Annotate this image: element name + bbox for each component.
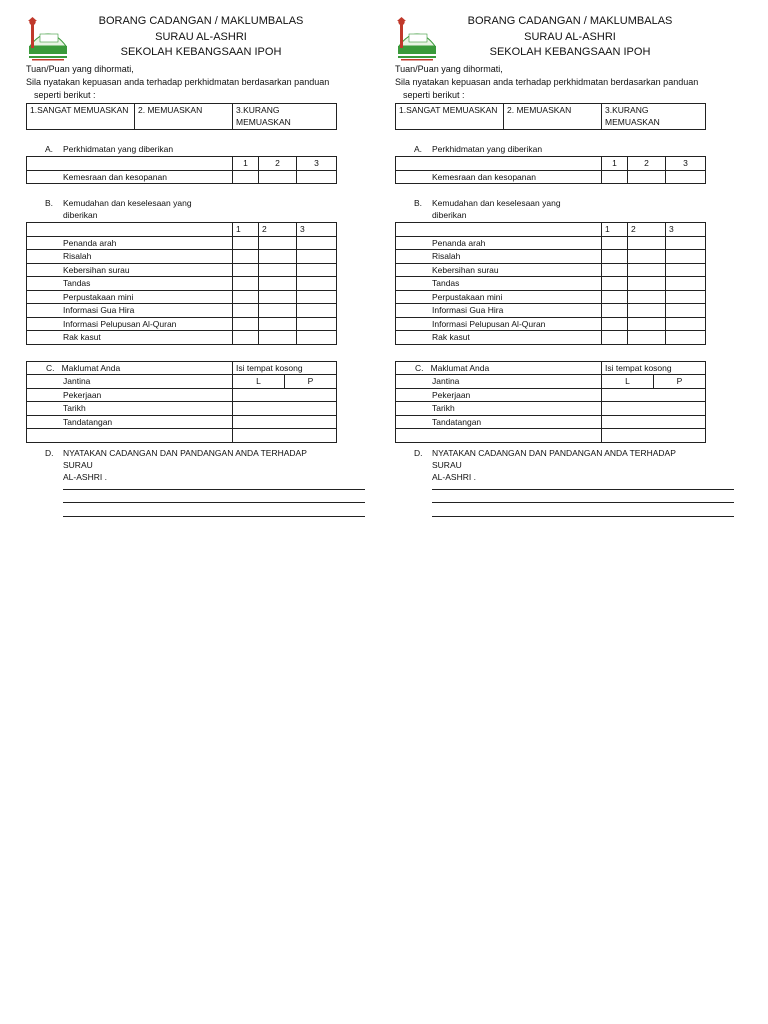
rating-cell[interactable]: [602, 236, 628, 250]
row-label: Penanda arah: [27, 236, 233, 250]
row-label: Informasi Gua Hira: [27, 304, 233, 318]
greeting: Tuan/Puan yang dihormati,: [395, 64, 503, 74]
table-row: [396, 429, 706, 443]
rating-cell[interactable]: [259, 290, 297, 304]
section-a-heading: A. Perkhidmatan yang diberikan: [45, 144, 174, 154]
rating-cell[interactable]: [297, 277, 337, 291]
table-row: [396, 317, 706, 331]
instruction: Sila nyatakan kepuasan anda terhadap perkhidmatan berdasarkan panduan: [395, 77, 699, 87]
section-d-heading: D. NYATAKAN CADANGAN DAN PANDANGAN ANDA TERHADAP SURAU AL-ASHRI .: [414, 447, 676, 482]
section-c-table: [395, 361, 706, 443]
rating-cell[interactable]: [233, 317, 259, 331]
input-cell[interactable]: [602, 402, 706, 416]
gender-female-cell[interactable]: P: [654, 375, 706, 389]
row-label: Kemesraan dan kesopanan: [396, 170, 602, 184]
table-row: [396, 236, 706, 250]
table-row: [396, 263, 706, 277]
table-row: [27, 415, 337, 429]
suggestion-lines[interactable]: [432, 483, 734, 517]
row-label: Tandas: [27, 277, 233, 291]
section-c-heading: C. Maklumat Anda: [27, 361, 233, 375]
rating-cell[interactable]: [666, 170, 706, 184]
rating-cell[interactable]: [259, 331, 297, 345]
scale-1: 1.SANGAT MEMUASKAN: [27, 104, 135, 130]
rating-cell[interactable]: [602, 277, 628, 291]
rating-cell[interactable]: [666, 277, 706, 291]
row-label: Risalah: [396, 250, 602, 264]
scale-2: 2. MEMUASKAN: [504, 104, 602, 130]
row-label: Kebersihan surau: [27, 263, 233, 277]
input-cell[interactable]: [602, 388, 706, 402]
rating-cell[interactable]: [297, 263, 337, 277]
table-row: [396, 250, 706, 264]
rating-cell[interactable]: [297, 290, 337, 304]
table-row: [396, 290, 706, 304]
rating-cell[interactable]: [233, 263, 259, 277]
row-label: Tarikh: [27, 402, 233, 416]
rating-cell[interactable]: [233, 331, 259, 345]
col-header: 3: [297, 223, 337, 237]
col-header: 1: [602, 223, 628, 237]
row-label: Jantina: [396, 375, 602, 389]
section-d-heading: D. NYATAKAN CADANGAN DAN PANDANGAN ANDA TERHADAP SURAU AL-ASHRI .: [45, 447, 307, 482]
table-row: [396, 277, 706, 291]
rating-cell[interactable]: [297, 331, 337, 345]
rating-cell[interactable]: [602, 263, 628, 277]
rating-cell[interactable]: [233, 290, 259, 304]
table-row: [27, 277, 337, 291]
section-c-table: [26, 361, 337, 443]
input-cell[interactable]: [233, 415, 337, 429]
table-row: [27, 263, 337, 277]
table-row: [396, 415, 706, 429]
col-header: 2: [259, 157, 297, 171]
table-row: [396, 388, 706, 402]
col-header: 2: [259, 223, 297, 237]
rating-cell[interactable]: [628, 236, 666, 250]
rating-cell[interactable]: [297, 250, 337, 264]
row-label: Pekerjaan: [396, 388, 602, 402]
row-label: Rak kasut: [27, 331, 233, 345]
col-header: 3: [297, 157, 337, 171]
row-label: Risalah: [27, 250, 233, 264]
table-row: [27, 250, 337, 264]
col-header: 1: [233, 157, 259, 171]
write-line[interactable]: [432, 490, 734, 504]
rating-scale-table: [395, 103, 706, 130]
table-row: [27, 317, 337, 331]
rating-cell[interactable]: [628, 250, 666, 264]
rating-cell[interactable]: [628, 331, 666, 345]
table-row: [27, 388, 337, 402]
table-row: [396, 170, 706, 184]
rating-cell[interactable]: [602, 331, 628, 345]
rating-cell[interactable]: [259, 277, 297, 291]
form-title: BORANG CADANGAN / MAKLUMBALAS: [98, 15, 304, 27]
rating-cell[interactable]: [628, 317, 666, 331]
table-row: [27, 304, 337, 318]
gender-male-cell[interactable]: L: [233, 375, 285, 389]
input-cell[interactable]: [602, 415, 706, 429]
row-label: Informasi Pelupusan Al-Quran: [396, 317, 602, 331]
rating-cell[interactable]: [666, 236, 706, 250]
col-header: 3: [666, 157, 706, 171]
instruction: Sila nyatakan kepuasan anda terhadap perkhidmatan berdasarkan panduan: [26, 77, 330, 87]
col-header: 1: [233, 223, 259, 237]
row-label: Perpustakaan mini: [27, 290, 233, 304]
rating-cell[interactable]: [233, 250, 259, 264]
row-label: Informasi Pelupusan Al-Quran: [27, 317, 233, 331]
instruction-cont: seperti berikut :: [403, 90, 465, 100]
section-b-heading: B. Kemudahan dan keselesaan yang diberikan: [414, 198, 561, 220]
row-label: Tandatangan: [396, 415, 602, 429]
col-header: 3: [666, 223, 706, 237]
rating-cell[interactable]: [602, 250, 628, 264]
table-row: [396, 402, 706, 416]
table-row: [27, 375, 337, 389]
school-name: SEKOLAH KEBANGSAAN IPOH: [489, 46, 651, 58]
rating-cell[interactable]: [233, 170, 259, 184]
section-b-heading: B. Kemudahan dan keselesaan yang diberikan: [45, 198, 192, 220]
row-label: Perpustakaan mini: [396, 290, 602, 304]
rating-cell[interactable]: [259, 317, 297, 331]
rating-cell[interactable]: [297, 236, 337, 250]
form-subtitle: SURAU AL-ASHRI: [524, 30, 616, 43]
row-label: Tandatangan: [27, 415, 233, 429]
rating-cell[interactable]: [628, 170, 666, 184]
scale-1: 1.SANGAT MEMUASKAN: [396, 104, 504, 130]
input-cell[interactable]: [233, 402, 337, 416]
table-row: [27, 331, 337, 345]
row-label: Kebersihan surau: [396, 263, 602, 277]
rating-cell[interactable]: [628, 277, 666, 291]
write-line[interactable]: [432, 483, 734, 490]
table-row: [396, 331, 706, 345]
write-line[interactable]: [63, 490, 365, 504]
input-cell[interactable]: [233, 429, 337, 443]
section-b-table: [26, 222, 337, 345]
col-header: 1: [602, 157, 628, 171]
col-header: 2: [628, 157, 666, 171]
rating-cell[interactable]: [259, 263, 297, 277]
rating-cell[interactable]: [666, 331, 706, 345]
table-row: [27, 429, 337, 443]
rating-cell[interactable]: [233, 304, 259, 318]
rating-cell[interactable]: [666, 304, 706, 318]
write-line[interactable]: [432, 503, 734, 517]
rating-cell[interactable]: [602, 290, 628, 304]
gender-male-cell[interactable]: L: [602, 375, 654, 389]
fill-label: Isi tempat kosong: [233, 361, 337, 375]
rating-cell[interactable]: [297, 317, 337, 331]
col-header: 2: [628, 223, 666, 237]
rating-cell[interactable]: [259, 250, 297, 264]
row-label: Rak kasut: [396, 331, 602, 345]
rating-cell[interactable]: [259, 236, 297, 250]
table-row: [396, 304, 706, 318]
rating-cell[interactable]: [233, 277, 259, 291]
section-a-table: [395, 156, 706, 184]
row-label: Tandas: [396, 277, 602, 291]
rating-cell[interactable]: [602, 304, 628, 318]
row-label: Informasi Gua Hira: [396, 304, 602, 318]
form-header: [26, 12, 370, 62]
greeting: Tuan/Puan yang dihormati,: [26, 64, 134, 74]
section-c-heading: C. Maklumat Anda: [396, 361, 602, 375]
scale-3: 3.KURANG MEMUASKAN: [602, 104, 706, 130]
section-a-table: [26, 156, 337, 184]
school-name: SEKOLAH KEBANGSAAN IPOH: [120, 46, 282, 58]
rating-cell[interactable]: [259, 304, 297, 318]
rating-cell[interactable]: [666, 263, 706, 277]
table-row: [396, 375, 706, 389]
rating-cell[interactable]: [628, 304, 666, 318]
row-label: Kemesraan dan kesopanan: [27, 170, 233, 184]
section-b-table: [395, 222, 706, 345]
write-line[interactable]: [63, 483, 365, 490]
rating-scale-table: [26, 103, 337, 130]
form-subtitle: SURAU AL-ASHRI: [155, 30, 247, 43]
table-row: [27, 290, 337, 304]
section-a-heading: A. Perkhidmatan yang diberikan: [414, 144, 543, 154]
table-row: [27, 236, 337, 250]
feedback-form-right: [395, 12, 739, 517]
input-cell[interactable]: [233, 388, 337, 402]
rating-cell[interactable]: [666, 317, 706, 331]
row-label: Tarikh: [396, 402, 602, 416]
fill-label: Isi tempat kosong: [602, 361, 706, 375]
row-label: Pekerjaan: [27, 388, 233, 402]
table-row: [27, 402, 337, 416]
form-header: [395, 12, 739, 62]
form-title: BORANG CADANGAN / MAKLUMBALAS: [467, 15, 673, 27]
rating-cell[interactable]: [666, 250, 706, 264]
write-line[interactable]: [63, 503, 365, 517]
row-label: Jantina: [27, 375, 233, 389]
input-cell[interactable]: [602, 429, 706, 443]
rating-cell[interactable]: [259, 170, 297, 184]
rating-cell[interactable]: [602, 170, 628, 184]
gender-female-cell[interactable]: P: [285, 375, 337, 389]
rating-cell[interactable]: [628, 290, 666, 304]
table-row: [27, 170, 337, 184]
instruction-cont: seperti berikut :: [34, 90, 96, 100]
rating-cell[interactable]: [233, 236, 259, 250]
rating-cell[interactable]: [297, 170, 337, 184]
rating-cell[interactable]: [628, 263, 666, 277]
feedback-form-left: [26, 12, 370, 517]
rating-cell[interactable]: [602, 317, 628, 331]
suggestion-lines[interactable]: [63, 483, 365, 517]
scale-2: 2. MEMUASKAN: [135, 104, 233, 130]
scale-3: 3.KURANG MEMUASKAN: [233, 104, 337, 130]
rating-cell[interactable]: [666, 290, 706, 304]
row-label: Penanda arah: [396, 236, 602, 250]
rating-cell[interactable]: [297, 304, 337, 318]
